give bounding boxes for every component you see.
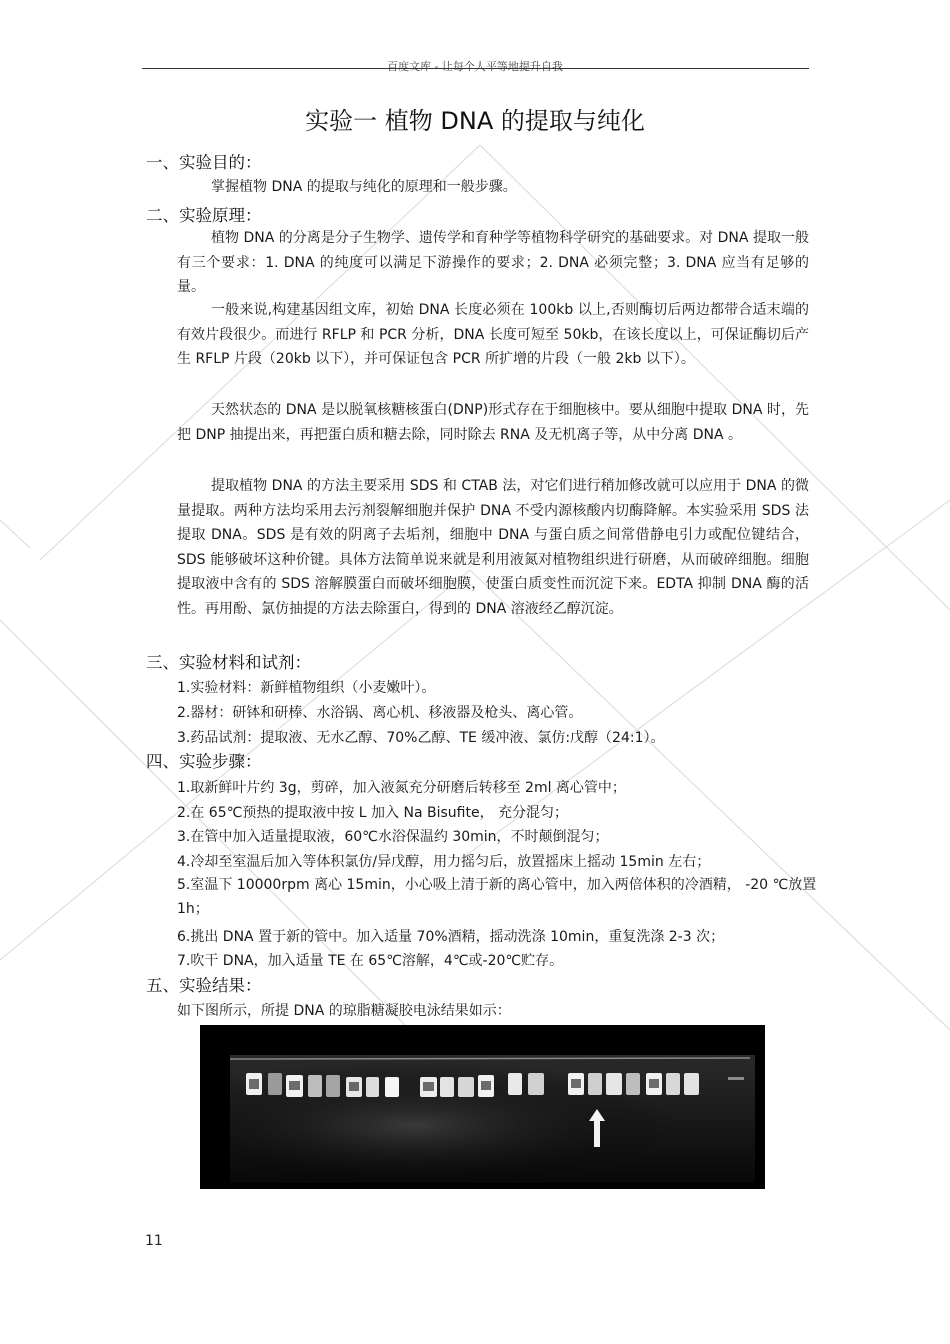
section-heading-purpose: 一、实验目的： bbox=[146, 153, 262, 172]
results-text: 如下图所示，所提 DNA 的琼脂糖凝胶电泳结果如示： bbox=[177, 1003, 511, 1019]
principle-paragraph-3: 天然状态的 DNA 是以脱氧核糖核蛋白(DNP)形式存在于细胞核中。要从细胞中提取 DNA 时，先把 DNP 抽提出来，再把蛋白质和糖去除，同时除去 RNA 及无机离子等，从中分离 DNA 。 bbox=[177, 402, 809, 443]
step-item: 1.取新鲜叶片约 3g，剪碎，加入液氮充分研磨后转移至 2ml 离心管中； bbox=[177, 780, 626, 796]
step-item: 3.在管中加入适量提取液，60℃水浴保温约 30min，不时颠倒混匀； bbox=[177, 829, 609, 845]
purpose-text: 掌握植物 DNA 的提取与纯化的原理和一般步骤。 bbox=[211, 179, 517, 195]
document-title: 实验一 植物 DNA 的提取与纯化 bbox=[305, 107, 645, 135]
section-heading-materials: 三、实验材料和试剂： bbox=[146, 653, 311, 672]
page-number: 11 bbox=[145, 1233, 163, 1249]
principle-paragraph-4: 提取植物 DNA 的方法主要采用 SDS 和 CTAB 法，对它们进行稍加修改就可以应用于 DNA 的微量提取。两种方法均采用去污剂裂解细胞并保护 DNA 不受内源核酸内切酶降解。本实验采用 SDS 法提取 DNA。SDS 是有效的阴离子去垢剂，细胞中 DNA 与蛋白质之间常借静电引力或配位键结合，SDS 能够破坏这种价键。具体方法简单说来就是利用液氮对植物组织进行研磨，从而破碎细胞。细胞提取液中含有的 SDS 溶解膜蛋白而破坏细胞膜，使蛋白质变性而沉淀下来。EDTA 抑制 DNA 酶的活性。再用酚、氯仿抽提的方法去除蛋白，得到的 DNA 溶液经乙醇沉淀。 bbox=[177, 478, 809, 617]
section-heading-results: 五、实验结果： bbox=[146, 976, 262, 995]
header-divider bbox=[142, 68, 809, 69]
materials-item: 3.药品试剂：提取液、无水乙醇、70%乙醇、TE 缓冲液、氯仿:戊醇（24:1）。 bbox=[177, 730, 665, 746]
page-header: 百度文库 - 让每个人平等地提升自我 bbox=[387, 60, 563, 73]
step-item: 5.室温下 10000rpm 离心 15min，小心吸上清于新的离心管中，加入两倍体积的冷酒精， -20 ℃放置 1h； bbox=[177, 877, 817, 917]
step-item: 6.挑出 DNA 置于新的管中。加入适量 70%酒精，摇动洗涤 10min，重复洗涤 2-3 次； bbox=[177, 929, 725, 945]
step-item: 7.吹干 DNA，加入适量 TE 在 65℃溶解，4℃或-20℃贮存。 bbox=[177, 953, 564, 969]
step-item: 2.在 65℃预热的提取液中按 L 加入 Na Bisufite， 充分混匀； bbox=[177, 805, 569, 821]
section-heading-principle: 二、实验原理： bbox=[146, 206, 262, 225]
gel-electrophoresis-image bbox=[200, 1025, 765, 1189]
materials-item: 2.器材：研钵和研棒、水浴锅、离心机、移液器及枪头、离心管。 bbox=[177, 705, 583, 721]
principle-paragraph-2: 一般来说,构建基因组文库，初始 DNA 长度必须在 100kb 以上,否则酶切后两边都带合适末端的有效片段很少。而进行 RFLP 和 PCR 分析，DNA 长度可短至 50kb，在该长度以上，可保证酶切后产生 RFLP 片段（20kb 以下），并可保证包含 PCR 所扩增的片段（一般 2kb 以下）。 bbox=[177, 302, 809, 368]
principle-paragraph-1: 植物 DNA 的分离是分子生物学、遗传学和育种学等植物科学研究的基础要求。对 DNA 提取一般有三个要求：1. DNA 的纯度可以满足下游操作的要求；2. DNA 必须完整；3. DNA 应当有足够的量。 bbox=[177, 230, 809, 296]
materials-item: 1.实验材料：新鲜植物组织（小麦嫩叶）。 bbox=[177, 680, 436, 696]
section-heading-steps: 四、实验步骤： bbox=[146, 752, 262, 771]
step-item: 4.冷却至室温后加入等体积氯仿/异戊醇，用力摇匀后，放置摇床上摇动 15min 左右； bbox=[177, 854, 711, 870]
